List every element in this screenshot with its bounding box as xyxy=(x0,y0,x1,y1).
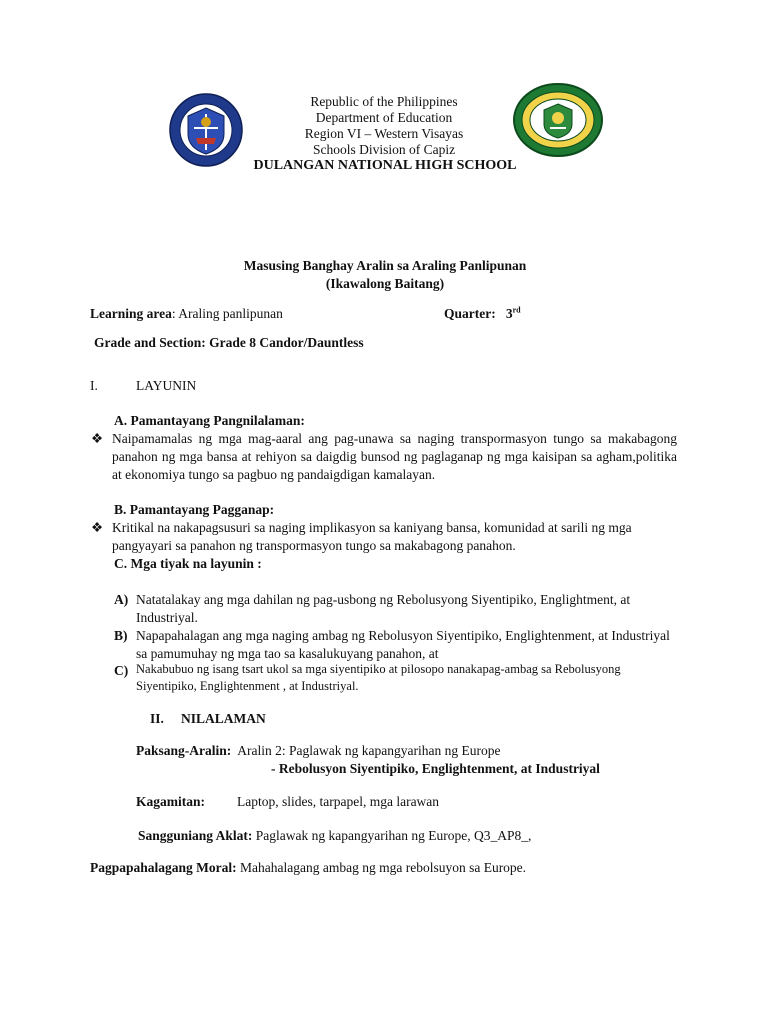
letterhead-line4: Schools Division of Capiz xyxy=(312,142,456,157)
objective-text: Nakabubuo ng isang tsart ukol sa mga siyentipiko at pilosopo nanakapag-ambag sa Rebolusyong Siyentipiko, Englightenment , at Industriyal. xyxy=(136,662,621,693)
grade-section: Grade and Section: Grade 8 Candor/Dauntless xyxy=(94,335,364,350)
subsection-b-label: B. Pamantayang Pagganap: xyxy=(114,502,275,517)
deped-seal-logo xyxy=(168,92,244,168)
moral-label: Pagpapahalagang Moral: xyxy=(90,860,237,875)
paksa xyxy=(136,743,500,759)
paksa-value: Aralin 2: Paglawak ng kapangyarihan ng Europe xyxy=(237,743,501,758)
kagamitan-label: Kagamitan: xyxy=(136,794,205,809)
moral-value: Mahahalagang ambag ng mga rebolsuyon sa Europe. xyxy=(240,860,527,875)
quarter-suffix: rd xyxy=(512,305,521,315)
lesson-title xyxy=(180,257,590,293)
subsection-c-label: C. Mga tiyak na layunin : xyxy=(114,556,262,571)
section2-title: NILALAMAN xyxy=(181,711,266,726)
moral xyxy=(90,860,526,876)
section2-num: II. xyxy=(150,711,164,726)
quarter xyxy=(444,306,521,322)
quarter-label: Quarter: xyxy=(444,306,496,321)
letterhead xyxy=(234,94,534,158)
paksa-sub: - Rebolusyon Siyentipiko, Englightenment, at Industriyal xyxy=(271,761,600,776)
lesson-title-line1: Masusing Banghay Aralin sa Araling Panlipunan xyxy=(243,258,527,273)
sanggunian-label: Sangguniang Aklat: xyxy=(138,828,253,843)
objective-letter: C) xyxy=(114,663,129,678)
letterhead-line3: Region VI – Western Visayas xyxy=(304,126,464,141)
paksa-label: Paksang-Aralin: xyxy=(136,743,232,758)
subsection-a-text: Naipamamalas ng mga mag-aaral ang pag-unawa sa naging transpormasyon tungo sa makabagong panahon ng mga bansa at rehiyon sa daigdig bunsod ng paglaganap ng mga kaisipan sa agham,politika at ekonomiya tungo sa pagbuo ng pandaigdigan kamalayan. xyxy=(112,431,677,482)
school-name: DULANGAN NATIONAL HIGH SCHOOL xyxy=(253,158,517,173)
bullet-icon: ❖ xyxy=(91,520,104,535)
objective-letter: A) xyxy=(114,592,129,607)
sanggunian-value: Paglawak ng kapangyarihan ng Europe, Q3_AP8_, xyxy=(255,828,532,843)
objective-text: Natatalakay ang mga dahilan ng pag-usbong ng Rebolusyong Siyentipiko, Englightment, at Industriyal. xyxy=(136,592,631,625)
sanggunian xyxy=(138,828,531,844)
quarter-value: 3 xyxy=(505,306,513,321)
learning-area xyxy=(90,306,283,322)
letterhead-line1: Republic of the Philippines xyxy=(310,94,458,109)
subsection-a-label: A. Pamantayang Pangnilalaman: xyxy=(114,413,305,428)
objective-letter: B) xyxy=(114,628,128,643)
bullet-icon: ❖ xyxy=(91,431,104,446)
kagamitan-value: Laptop, slides, tarpapel, mga larawan xyxy=(237,794,440,809)
section1-title: LAYUNIN xyxy=(136,378,197,393)
subsection-b-text: Kritikal na nakapagsusuri sa naging implikasyon sa kaniyang bansa, komunidad at sarili ng mga pangyayari sa panahon ng transpormasyon tungo sa makabagong panahon. xyxy=(112,520,632,553)
learning-area-value: : Araling panlipunan xyxy=(171,306,283,321)
lesson-title-line2: (Ikawalong Baitang) xyxy=(325,276,445,291)
learning-area-label: Learning area xyxy=(90,306,172,321)
letterhead-line2: Department of Education xyxy=(315,110,453,125)
section1-num: I. xyxy=(90,378,98,393)
objective-text: Napapahalagan ang mga naging ambag ng Rebolusyon Siyentipiko, Englightenment, at Industriyal sa pamumuhay ng mga tao sa kasalukuyang panahon, at xyxy=(136,628,670,661)
